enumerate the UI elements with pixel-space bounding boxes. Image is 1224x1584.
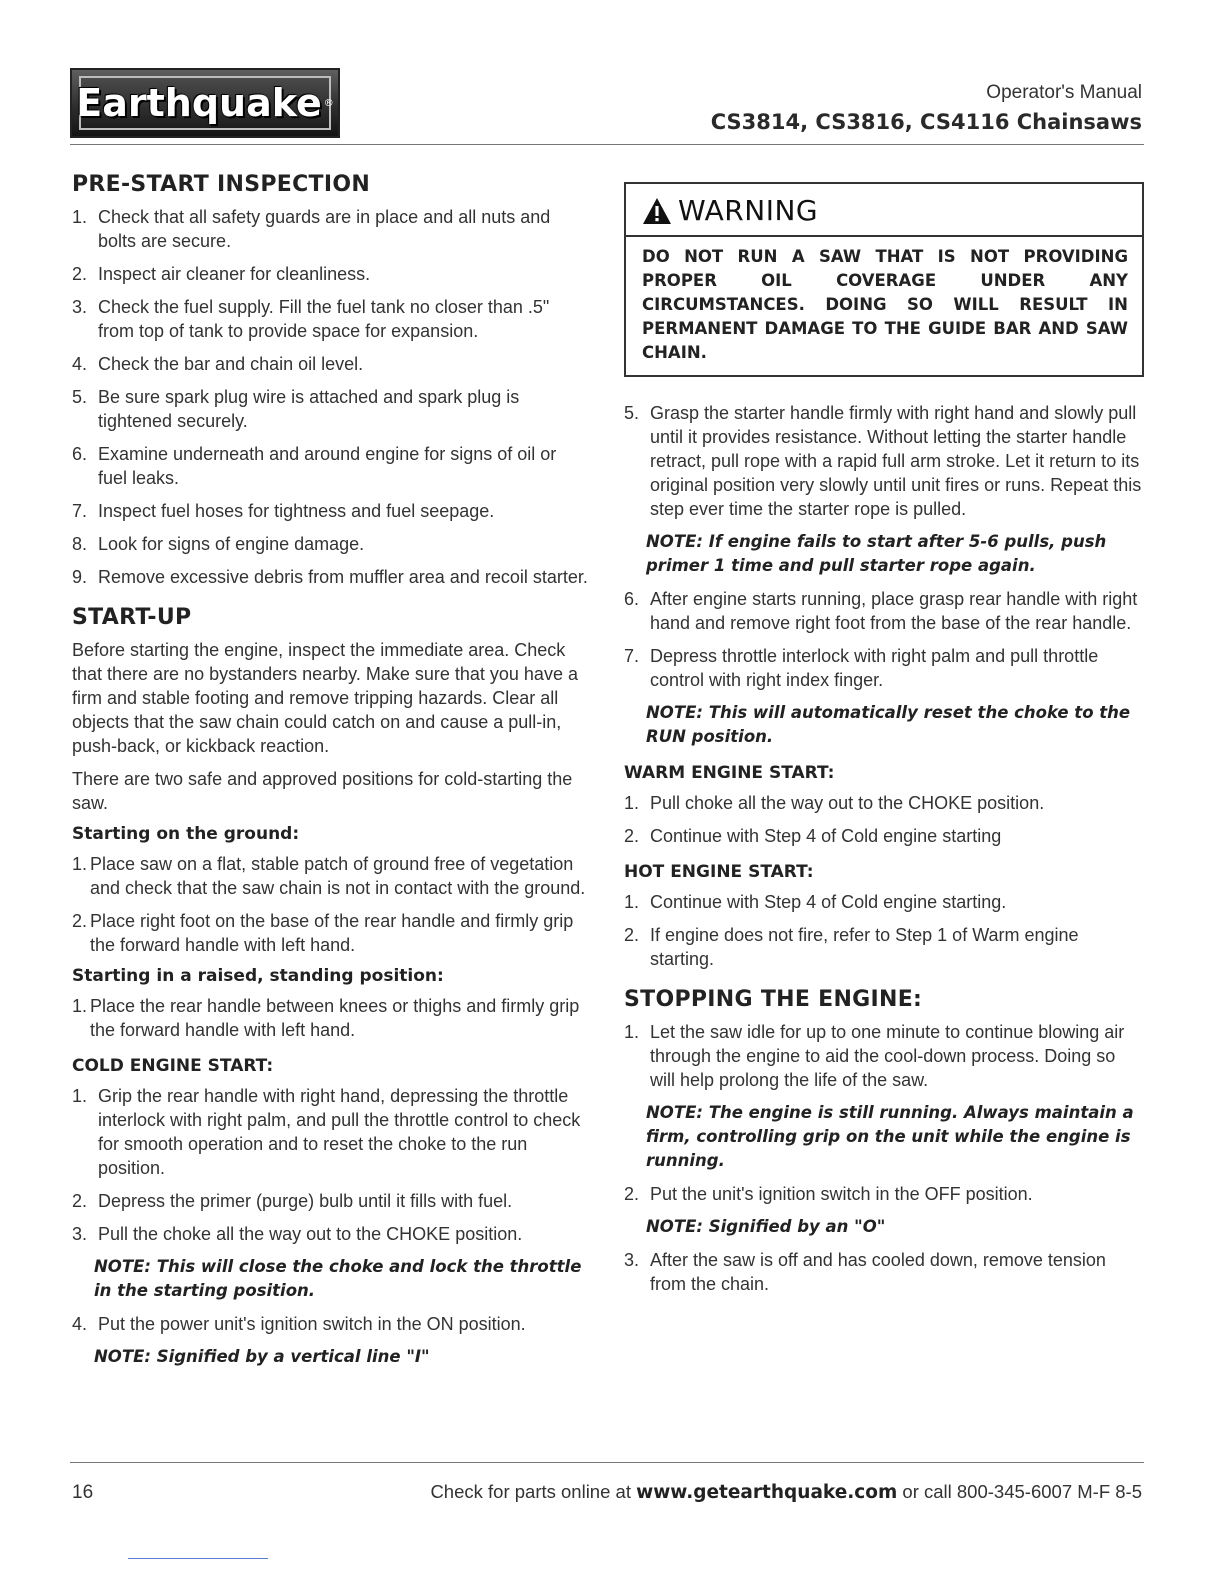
page-number: 16 bbox=[72, 1482, 94, 1503]
list-item: 4. Put the power unit's ignition switch in the ON position. bbox=[72, 1314, 526, 1334]
list-item: 7. Depress throttle interlock with right palm and pull throttle control with right index finger. bbox=[624, 646, 1099, 690]
list-item: 1. Let the saw idle for up to one minute to continue blowing air through the engine to aid the cool-down process. Doing so will help prolong the life of the saw. bbox=[624, 1022, 1125, 1090]
warning-title: WARNING bbox=[678, 194, 819, 227]
note-text: NOTE: Signified by an "O" bbox=[646, 1217, 886, 1236]
startup-paragraph: Before starting the engine, inspect the immediate area. Check that there are no bystanders nearby. Make sure that you have a firm and stable footing and remove tripping hazards. Clear all objects that the saw chain could catch on and cause a pull-in, push-back, or kickback reaction. bbox=[72, 640, 578, 756]
warning-box bbox=[624, 182, 1144, 377]
right-column bbox=[624, 182, 1144, 1305]
list-item: 6. After engine starts running, place grasp rear handle with right hand and remove right foot from the base of the rear handle. bbox=[624, 589, 1138, 633]
list-item: 2. Inspect air cleaner for cleanliness. bbox=[72, 264, 371, 284]
cold-start-list-cont bbox=[72, 1312, 590, 1336]
cold-start-list bbox=[72, 1084, 590, 1246]
warning-triangle-icon bbox=[642, 197, 672, 225]
raised-list bbox=[72, 994, 590, 1042]
logo-frame bbox=[76, 76, 334, 130]
footer-text-pre: Check for parts online at bbox=[430, 1481, 637, 1502]
left-column bbox=[72, 172, 590, 1378]
list-item: 2. Continue with Step 4 of Cold engine starting bbox=[624, 826, 1002, 846]
warm-start-list bbox=[624, 791, 1144, 848]
note-text: NOTE: The engine is still running. Always maintain a firm, controlling grip on the unit while the engine is running. bbox=[646, 1103, 1134, 1170]
list-item: 3. Check the fuel supply. Fill the fuel tank no closer than .5" from top of tank to provide space for expansion. bbox=[72, 297, 550, 341]
list-item: 1. Grip the rear handle with right hand, depressing the throttle interlock with right palm, and pull the throttle control to check for smooth operation and to reset the choke to the run position. bbox=[72, 1086, 581, 1178]
footer-text-post: or call 800-345-6007 M-F 8-5 bbox=[897, 1481, 1142, 1502]
list-item: 3. Pull the choke all the way out to the CHOKE position. bbox=[72, 1224, 523, 1244]
list-item: 2. Place right foot on the base of the rear handle and firmly grip the forward handle with left hand. bbox=[72, 911, 574, 955]
logo-text: Earthquake bbox=[76, 81, 322, 125]
note-text: NOTE: Signified by a vertical line "I" bbox=[94, 1347, 430, 1366]
manual-subtitle: Operator's Manual bbox=[986, 82, 1142, 103]
startup-heading: START-UP bbox=[72, 605, 192, 630]
cold-start-heading: COLD ENGINE START: bbox=[72, 1056, 274, 1076]
list-item: 6. Examine underneath and around engine for signs of oil or fuel leaks. bbox=[72, 444, 557, 488]
note-text: NOTE: If engine fails to start after 5-6 pulls, push primer 1 time and pull starter rope again. bbox=[646, 532, 1107, 575]
list-item: 5. Be sure spark plug wire is attached and spark plug is tightened securely. bbox=[72, 387, 520, 431]
list-item: 8. Look for signs of engine damage. bbox=[72, 534, 365, 554]
cold-start-list-right bbox=[624, 401, 1144, 521]
warning-header bbox=[642, 194, 1128, 227]
brand-logo bbox=[70, 68, 340, 138]
stopping-list-cont-2 bbox=[624, 1248, 1144, 1296]
list-item: 1. Check that all safety guards are in place and all nuts and bolts are secure. bbox=[72, 207, 551, 251]
footer-divider bbox=[70, 1462, 1144, 1463]
stopping-list bbox=[624, 1020, 1144, 1092]
footer-contact bbox=[430, 1481, 1142, 1503]
warning-divider bbox=[626, 235, 1142, 237]
startup-paragraph-2: There are two safe and approved positions for cold-starting the saw. bbox=[72, 769, 573, 813]
stopping-list-cont bbox=[624, 1182, 1144, 1206]
list-item: 1. Place saw on a flat, stable patch of ground free of vegetation and check that the saw chain is not in contact with the ground. bbox=[72, 854, 586, 898]
hot-start-heading: HOT ENGINE START: bbox=[624, 862, 814, 882]
hot-start-list bbox=[624, 890, 1144, 971]
manual-title: CS3814, CS3816, CS4116 Chainsaws bbox=[710, 110, 1142, 134]
list-item: 1. Place the rear handle between knees or thighs and firmly grip the forward handle with left hand. bbox=[72, 996, 580, 1040]
list-item: 9. Remove excessive debris from muffler area and recoil starter. bbox=[72, 567, 588, 587]
list-item: 5. Grasp the starter handle firmly with right hand and slowly pull until it provides resistance. Without letting the starter handle retract, pull rope with a rapid full arm stroke. Let it return to its original position very slowly until unit fires or runs. Repeat this step ever time the starter rope is pulled. bbox=[624, 403, 1142, 519]
list-item: 7. Inspect fuel hoses for tightness and fuel seepage. bbox=[72, 501, 495, 521]
list-item: 3. After the saw is off and has cooled down, remove tension from the chain. bbox=[624, 1250, 1106, 1294]
stopping-heading: STOPPING THE ENGINE: bbox=[624, 987, 923, 1012]
website-link[interactable]: www.getearthquake.com bbox=[636, 1482, 898, 1503]
list-item: 1. Pull choke all the way out to the CHOKE position. bbox=[624, 793, 1045, 813]
registered-mark: ® bbox=[323, 97, 334, 109]
list-item: 2. Depress the primer (purge) bulb until it fills with fuel. bbox=[72, 1191, 513, 1211]
note-text: NOTE: This will automatically reset the choke to the RUN position. bbox=[646, 703, 1131, 746]
warm-start-heading: WARM ENGINE START: bbox=[624, 763, 835, 783]
list-item: 1. Continue with Step 4 of Cold engine starting. bbox=[624, 892, 1007, 912]
note-text: NOTE: This will close the choke and lock the throttle in the starting position. bbox=[94, 1257, 582, 1300]
warning-text: DO NOT RUN A SAW THAT IS NOT PROVIDING PROPER OIL COVERAGE UNDER ANY CIRCUMSTANCES. DOING SO WILL RESULT IN PERMANENT DAMAGE TO THE GUIDE BAR AND SAW CHAIN. bbox=[642, 247, 1128, 362]
prestart-list bbox=[72, 205, 590, 589]
cold-start-list-right-cont bbox=[624, 587, 1144, 692]
scan-artifact-line bbox=[128, 1558, 268, 1559]
prestart-heading: PRE-START INSPECTION bbox=[72, 172, 371, 197]
ground-heading: Starting on the ground: bbox=[72, 824, 300, 844]
list-item: 2. Put the unit's ignition switch in the OFF position. bbox=[624, 1184, 1033, 1204]
ground-list bbox=[72, 852, 590, 957]
list-item: 2. If engine does not fire, refer to Step 1 of Warm engine starting. bbox=[624, 925, 1079, 969]
header-divider bbox=[70, 144, 1144, 145]
raised-heading: Starting in a raised, standing position: bbox=[72, 966, 444, 986]
list-item: 4. Check the bar and chain oil level. bbox=[72, 354, 364, 374]
